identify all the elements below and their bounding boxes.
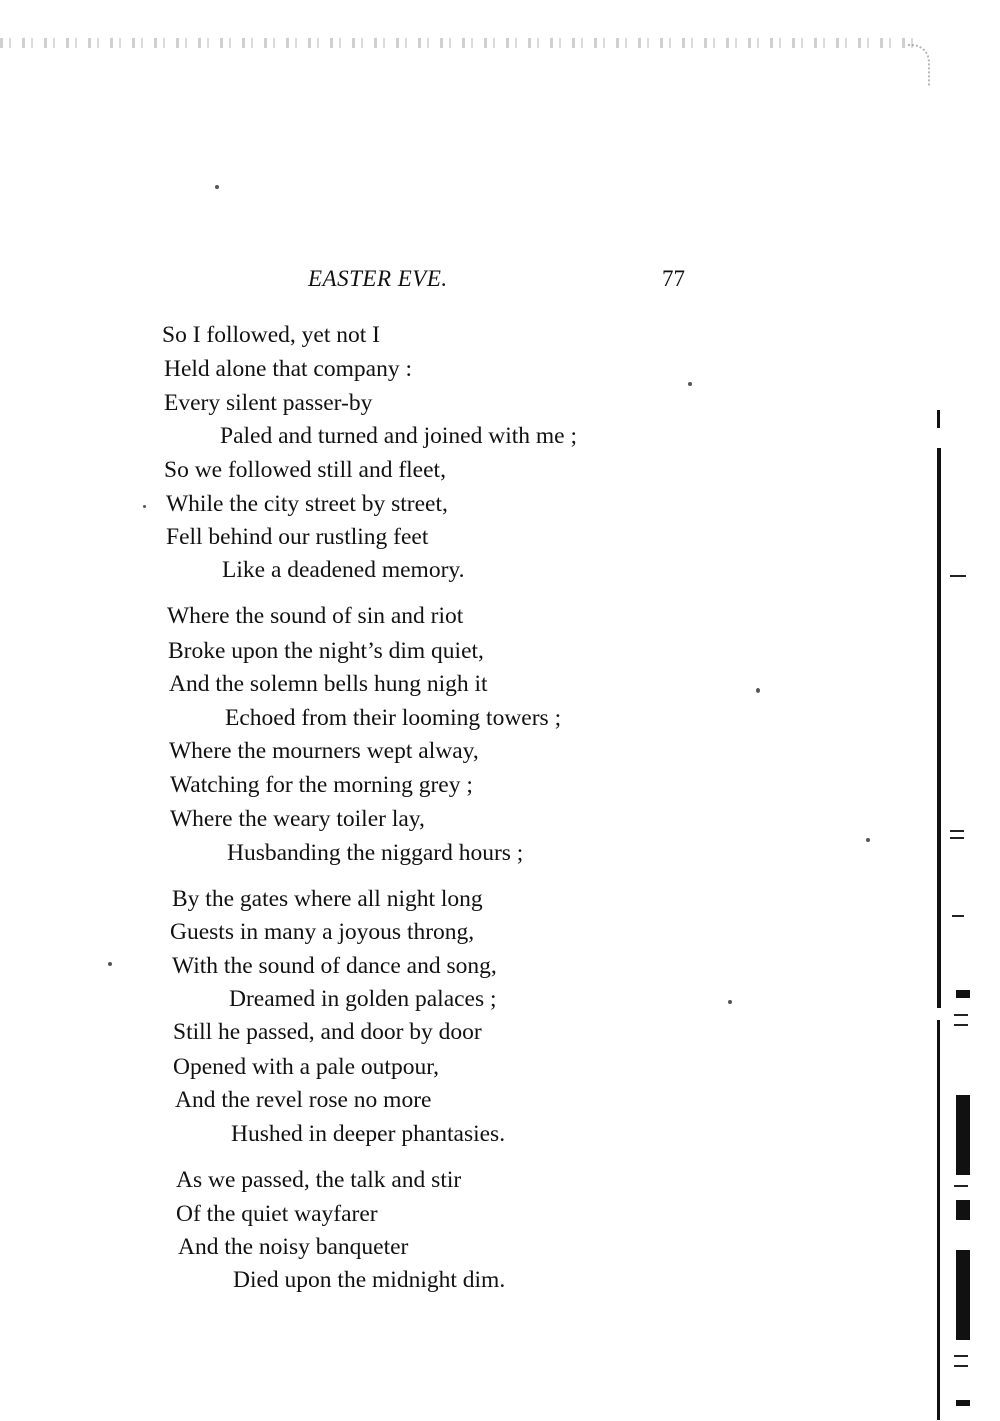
poem-line: Dreamed in golden palaces ; [229, 986, 497, 1012]
poem-line: As we passed, the talk and stir [176, 1167, 462, 1193]
poem-line: So I followed, yet not I [162, 322, 380, 348]
poem-line: Echoed from their looming towers ; [225, 705, 562, 731]
poem-line: Husbanding the niggard hours ; [227, 840, 524, 866]
scan-speck [108, 962, 112, 966]
poem-line: By the gates where all night long [172, 886, 483, 912]
scan-speck [215, 185, 219, 189]
running-head [300, 266, 700, 300]
scan-speck [756, 688, 760, 693]
poem-line: And the noisy banqueter [178, 1234, 409, 1260]
scan-noise-corner [908, 44, 930, 86]
poem-line: Paled and turned and joined with me ; [220, 423, 577, 449]
poem-line: Like a deadened memory. [222, 557, 465, 583]
page-number: 77 [662, 266, 685, 291]
poem-line: Still he passed, and door by door [173, 1019, 482, 1045]
poem-line: Of the quiet wayfarer [176, 1201, 378, 1227]
poem-line: Where the sound of sin and riot [167, 603, 464, 629]
poem-line: And the solemn bells hung nigh it [169, 671, 488, 697]
poem-line: Watching for the morning grey ; [170, 772, 473, 798]
poem-line: And the revel rose no more [175, 1087, 432, 1113]
scan-speck [728, 1000, 732, 1004]
poem-line: Where the weary toiler lay, [170, 806, 425, 832]
page-edge-shadow [934, 80, 944, 1421]
scan-noise-top [0, 38, 920, 48]
scan-speck [866, 838, 870, 842]
poem-line: Held alone that company : [164, 356, 412, 382]
poem-line: Guests in many a joyous throng, [170, 919, 475, 945]
poem-line: So we followed still and fleet, [164, 457, 446, 483]
poem-line: Fell behind our rustling feet [166, 524, 429, 550]
scan-speck [143, 505, 146, 508]
poem-line: Opened with a pale outpour, [173, 1054, 439, 1080]
poem-line: With the sound of dance and song, [172, 953, 497, 979]
poem-line: Broke upon the night’s dim quiet, [168, 638, 484, 664]
poem-line: While the city street by street, [166, 491, 448, 517]
poem-line: Died upon the midnight dim. [233, 1267, 506, 1293]
running-title: EASTER EVE. [308, 266, 448, 291]
poem-line: Where the mourners wept alway, [169, 738, 479, 764]
scan-speck [688, 382, 692, 386]
poem-line: Every silent passer-by [164, 390, 373, 416]
poem-line: Hushed in deeper phantasies. [231, 1121, 506, 1147]
